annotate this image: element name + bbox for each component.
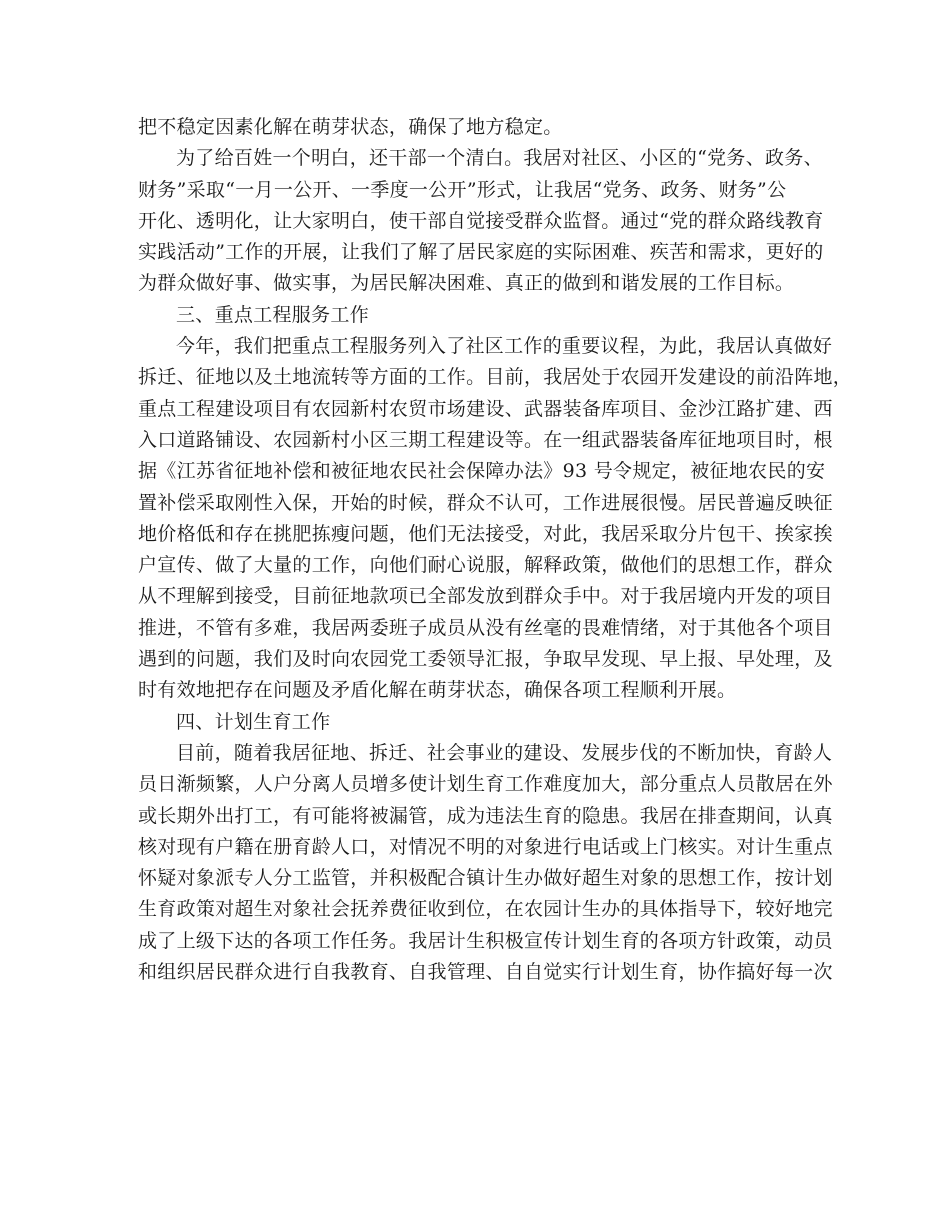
paragraph-line: 生育政策对超生对象社会抚养费征收到位，在农园计生办的具体指导下，较好地完: [138, 898, 833, 921]
document-page: [138, 112, 853, 988]
paragraph-line: 成了上级下达的各项工作任务。我居计生积极宣传计划生育的各项方针政策，动员: [138, 929, 833, 952]
section-heading: 三、重点工程服务工作: [176, 303, 370, 326]
paragraph-line: 核对现有户籍在册育龄人口，对情况不明的对象进行电话或上门核实。对计生重点: [138, 835, 833, 858]
document-body: [138, 112, 853, 988]
paragraph-line: 户宣传、做了大量的工作，向他们耐心说服，解释政策，做他们的思想工作，群众: [138, 554, 833, 577]
paragraph-line: 把不稳定因素化解在萌芽状态，确保了地方稳定。: [138, 116, 563, 138]
paragraph-line: 为群众做好事、做实事，为居民解决困难、真正的做到和谐发展的工作目标。: [138, 272, 795, 295]
paragraph-line: 从不理解到接受，目前征地款项已全部发放到群众手中。对于我居境内开发的项目: [138, 585, 833, 608]
paragraph-line: 时有效地把存在问题及矛盾化解在萌芽状态，确保各项工程顺利开展。: [138, 679, 737, 702]
paragraph-line: 和组织居民群众进行自我教育、自我管理、自自觉实行计划生育，协作搞好每一次: [138, 961, 833, 984]
section-heading: 四、计划生育工作: [176, 710, 331, 733]
paragraph-line: 拆迁、征地以及土地流转等方面的工作。目前，我居处于农园开发建设的前沿阵地，: [138, 366, 853, 389]
paragraph-line: 重点工程建设项目有农园新村农贸市场建设、武器装备库项目、金沙江路扩建、西: [138, 397, 833, 420]
paragraph-line: 实践活动”工作的开展，让我们了解了居民家庭的实际困难、疾苦和需求，更好的: [138, 241, 824, 264]
paragraph-line: 怀疑对象派专人分工监管，并积极配合镇计生办做好超生对象的思想工作，按计划: [138, 867, 833, 890]
paragraph-line: 遇到的问题，我们及时向农园党工委领导汇报，争取早发现、早上报、早处理，及: [138, 648, 833, 671]
paragraph-line: 今年，我们把重点工程服务列入了社区工作的重要议程，为此，我居认真做好: [176, 335, 833, 358]
paragraph-line: 财务”采取“一月一公开、一季度一公开”形式，让我居“党务、政务、财务”公: [138, 178, 787, 201]
paragraph-line: 目前，随着我居征地、拆迁、社会事业的建设、发展步伐的不断加快，育龄人: [176, 741, 833, 764]
paragraph-line: 或长期外出打工，有可能将被漏管，成为违法生育的隐患。我居在排查期间，认真: [138, 804, 833, 827]
paragraph-line: 置补偿采取刚性入保，开始的时候，群众不认可，工作进展很慢。居民普遍反映征: [138, 491, 833, 514]
paragraph-line: 据《江苏省征地补偿和被征地农民社会保障办法》93 号令规定，被征地农民的安: [138, 460, 826, 483]
paragraph-line: 开化、透明化，让大家明白，使干部自觉接受群众监督。通过“党的群众路线教育: [138, 209, 824, 232]
paragraph-line: 地价格低和存在挑肥拣瘦问题，他们无法接受，对此，我居采取分片包干、挨家挨: [138, 522, 833, 545]
paragraph-line: 入口道路铺设、农园新村小区三期工程建设等。在一组武器装备库征地项目时，根: [138, 428, 833, 451]
paragraph-line: 为了给百姓一个明白，还干部一个清白。我居对社区、小区的“党务、政务、: [176, 147, 823, 170]
paragraph-line: 员日渐频繁，人户分离人员增多使计划生育工作难度加大，部分重点人员散居在外: [138, 773, 833, 796]
paragraph-line: 推进，不管有多难，我居两委班子成员从没有丝毫的畏难情绪，对于其他各个项目: [138, 616, 833, 639]
